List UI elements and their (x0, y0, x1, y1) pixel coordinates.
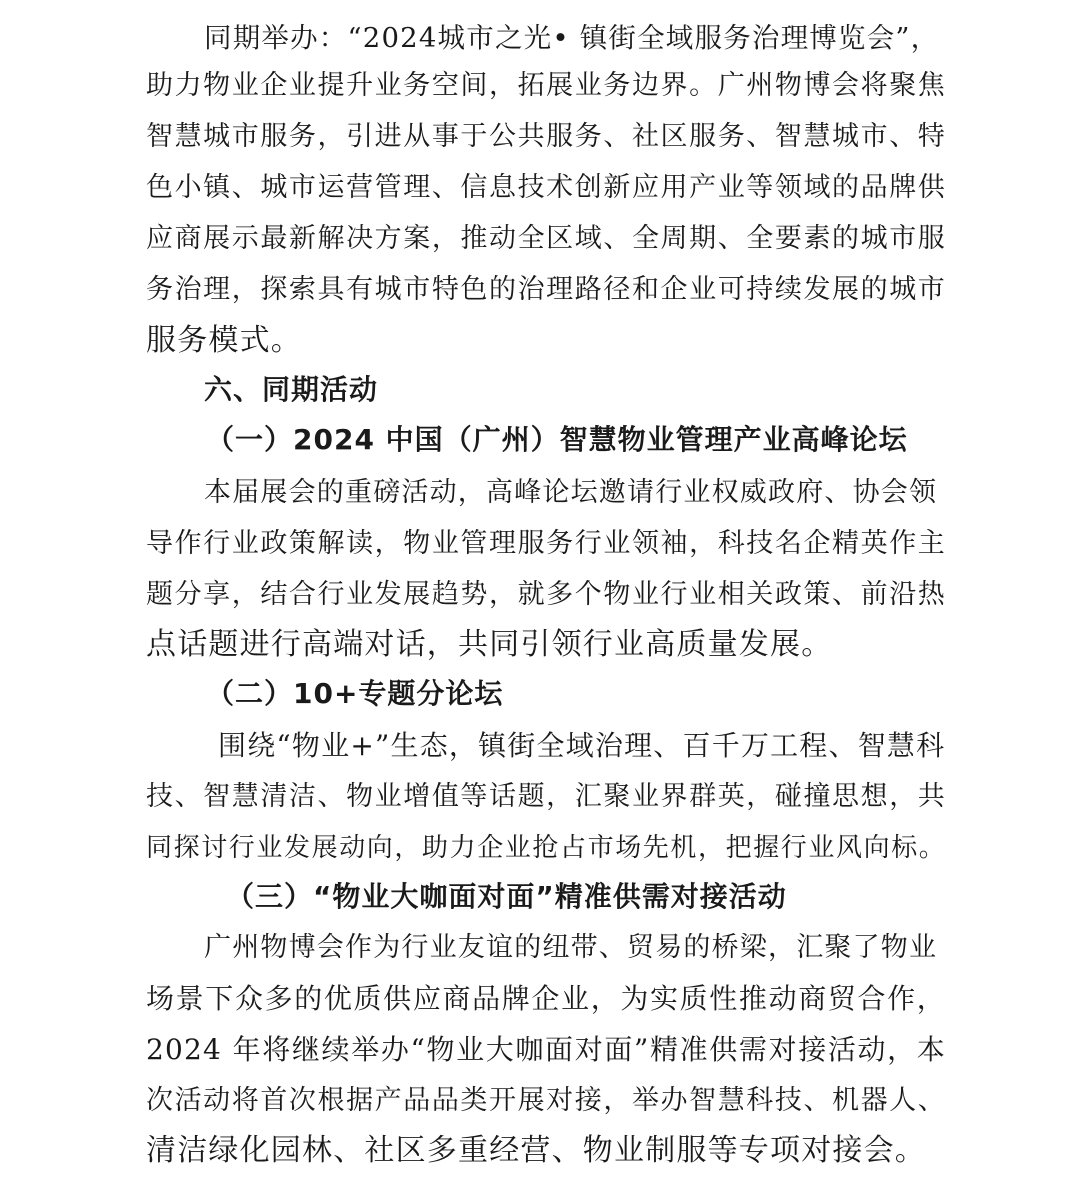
paragraph-line: 清洁绿化园林、社区多重经营、物业制服等专项对接会。 (146, 1133, 926, 1168)
subsection-heading: （一）2024 中国（广州）智慧物业管理产业高峰论坛 (206, 423, 908, 456)
paragraph-line: 应商展示最新解决方案，推动全区域、全周期、全要素的城市服 (146, 223, 946, 254)
paragraph-line: 务治理，探索具有城市特色的治理路径和企业可持续发展的城市 (146, 274, 946, 305)
paragraph-line: 2024 年将继续举办“物业大咖面对面”精准供需对接活动，本 (146, 1033, 946, 1066)
paragraph-line: 同探讨行业发展动向，助力企业抢占市场先机，把握行业风向标。 (146, 833, 946, 863)
paragraph-line: 助力物业企业提升业务空间，拓展业务边界。广州物博会将聚焦 (146, 70, 946, 101)
paragraph-line: 广州物博会作为行业友谊的纽带、贸易的桥梁，汇聚了物业 (204, 932, 938, 963)
paragraph-line: 智慧城市服务，引进从事于公共服务、社区服务、智慧城市、特 (146, 121, 946, 152)
paragraph-line: 题分享，结合行业发展趋势，就多个物业行业相关政策、前沿热 (146, 579, 946, 610)
paragraph-line: 导作行业政策解读，物业管理服务行业领袖，科技名企精英作主 (146, 528, 946, 559)
paragraph-line: 本届展会的重磅活动，高峰论坛邀请行业权威政府、协会领 (204, 477, 938, 508)
paragraph-line: 场景下众多的优质供应商品牌企业，为实质性推动商贸合作， (146, 982, 946, 1015)
section-heading: 六、同期活动 (204, 373, 379, 406)
paragraph-line: 点话题进行高端对话，共同引领行业高质量发展。 (146, 627, 833, 662)
paragraph-line: 围绕“物业+”生态，镇街全域治理、百千万工程、智慧科 (218, 729, 946, 762)
paragraph-line: 同期举办：“2024城市之光• 镇街全域服务治理博览会”， (204, 22, 940, 54)
paragraph-line: 色小镇、城市运营管理、信息技术创新应用产业等领域的品牌供 (146, 172, 946, 203)
subsection-heading: （三）“物业大咖面对面”精准供需对接活动 (226, 880, 787, 913)
paragraph-line: 次活动将首次根据产品品类开展对接，举办智慧科技、机器人、 (146, 1085, 946, 1116)
subsection-heading: （二）10+专题分论坛 (206, 677, 504, 710)
paragraph-line: 技、智慧清洁、物业增值等话题，汇聚业界群英，碰撞思想，共 (146, 781, 946, 812)
paragraph-line: 服务模式。 (146, 323, 302, 358)
